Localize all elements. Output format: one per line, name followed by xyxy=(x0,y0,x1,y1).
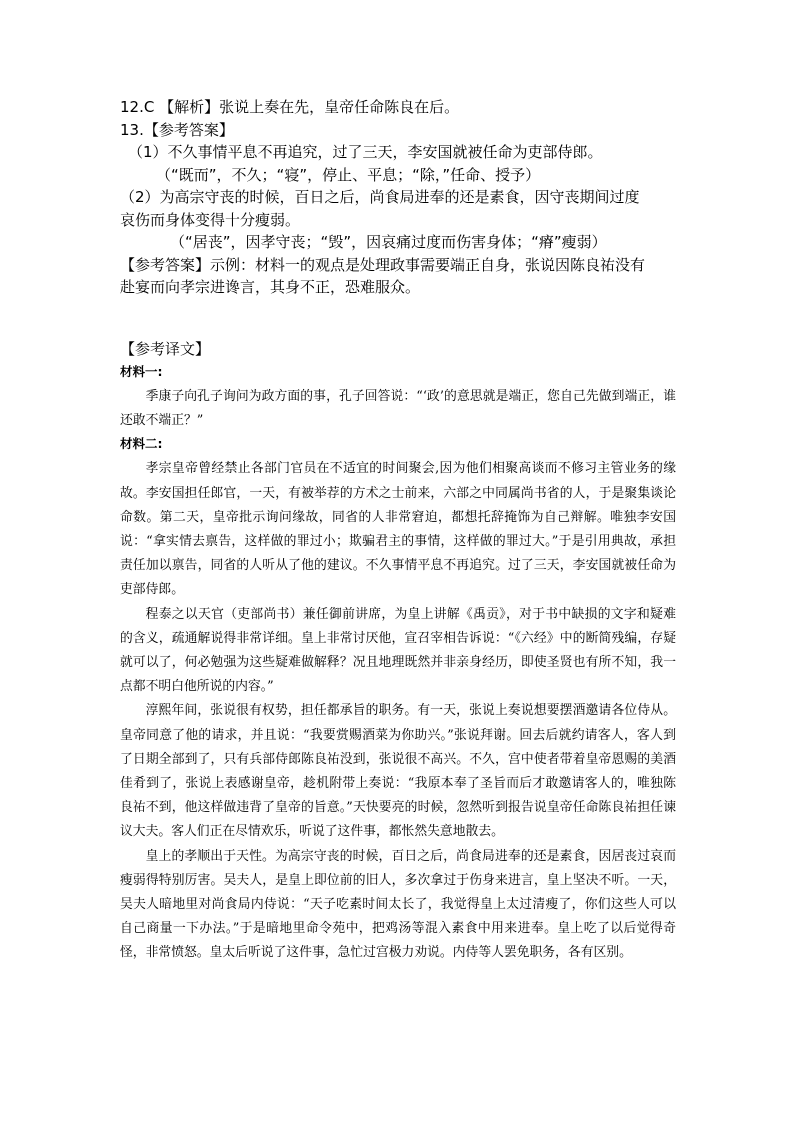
material1-paragraph: 季康子向孔子询问为政方面的事，孔子回答说：“‘政’的意思就是端正，您自己先做到端正，谁还敢不端正？” xyxy=(120,389,676,429)
answer-q13-2-line2: 哀伤而身体变得十分瘦弱。 xyxy=(120,210,301,229)
translation-heading: 【参考译文】 xyxy=(120,340,211,358)
material2-paragraph-1: 孝宗皇帝曾经禁止各部门官员在不适宜的时间聚会,因为他们相聚高谈而不修习主管业务的缘故。李安国担任郎官，一天，有被举荐的方术之士前来，六部之中同属尚书省的人，于是聚集谈论命数。第二天，皇帝批示询问缘故，同省的人非常窘迫，都想托辞掩饰为自己辩解。唯独李安国说：“拿实情去禀告，这样做的罪过小；欺骗君主的事情，这样做的罪过大。”于是引用典故，承担责任加以禀告，同省的人听从了他的建议。不久事情平息不再追究。过了三天，李安国就被任命为吏部侍郎。 xyxy=(120,461,676,598)
answer-q12: 12.C 【解析】张说上奏在先，皇帝任命陈良在后。 xyxy=(120,98,460,116)
material2-label: 材料二: xyxy=(120,436,163,452)
answer-q13-2-line1: （2）为高宗守丧的时候，百日之后，尚食局进奉的还是素食，因守丧期间过度 xyxy=(120,188,640,206)
material2-paragraph-3: 淳熙年间，张说很有权势，担任都承旨的职务。有一天，张说上奏说想要摆酒邀请各位侍从。皇帝同意了他的请求，并且说：“我要赏赐酒菜为你助兴。”张说拜谢。回去后就约请客人，客人到了日期全部到了，只有兵部侍郎陈良祐没到，张说很不高兴。不久，宫中使者带着皇帝恩赐的美酒佳肴到了，张说上表感谢皇帝，趁机附带上奏说：“我原本奉了圣旨而后才敢邀请客人的，唯独陈良祐不到，他这样做违背了皇帝的旨意。”天快要亮的时候，忽然听到报告说皇帝任命陈良祐担任谏议大夫。客人们正在尽情欢乐，听说了这件事，都怅然失意地散去。 xyxy=(120,703,676,840)
answer-q14-line1: 【参考答案】示例：材料一的观点是处理政事需要端正自身，张说因陈良祐没有 xyxy=(120,255,646,274)
answer-q13-2-note: （“居丧”，因孝守丧；“毁”，因哀痛过度而伤害身体；“瘠”瘦弱） xyxy=(170,233,607,251)
answer-q14-line2: 赴宴而向孝宗进谗言，其身不正，恐难服众。 xyxy=(120,278,421,296)
answer-section xyxy=(120,96,680,299)
material2-paragraph-2: 程泰之以天官（吏部尚书）兼任御前讲席，为皇上讲解《禹贡》，对于书中缺损的文字和疑难的含义，疏通解说得非常详细。皇上非常讨厌他，宣召宰相告诉说：“《六经》中的断简残编，存疑就可以了，何必勉强为这些疑难做解释？况且地理既然并非亲身经历，即使圣贤也有所不知，我一点都不明白他所说的内容。” xyxy=(120,606,676,695)
answer-q13-1: （1）不久事情平息不再追究，过了三天，李安国就被任命为吏部侍郎。 xyxy=(128,143,603,161)
translation-section xyxy=(120,361,676,966)
material1-label: 材料一: xyxy=(120,364,163,379)
answer-q13-header: 13.【参考答案】 xyxy=(120,120,234,139)
material2-paragraph-4: 皇上的孝顺出于天性。为高宗守丧的时候，百日之后，尚食局进奉的还是素食，因居丧过哀而瘦弱得特别厉害。吴夫人，是皇上即位前的旧人，多次拿过于伤身来进言，皇上坚决不听。一天，吴夫人暗地里对尚食局内侍说：“天子吃素时间太长了，我觉得皇上太过清瘦了，你们这些人可以自己商量一下办法。”于是暗地里命令苑中，把鸡汤等混入素食中用来进奉。皇上吃了以后觉得奇怪，非常愤怒。皇太后听说了这件事，急忙过宫极力劝说。内侍等人罢免职务，各有区别。 xyxy=(120,848,676,961)
answer-q13-1-note: （“既而”，不久；“寝”，停止、平息；“除，”任命、授予） xyxy=(156,165,541,184)
